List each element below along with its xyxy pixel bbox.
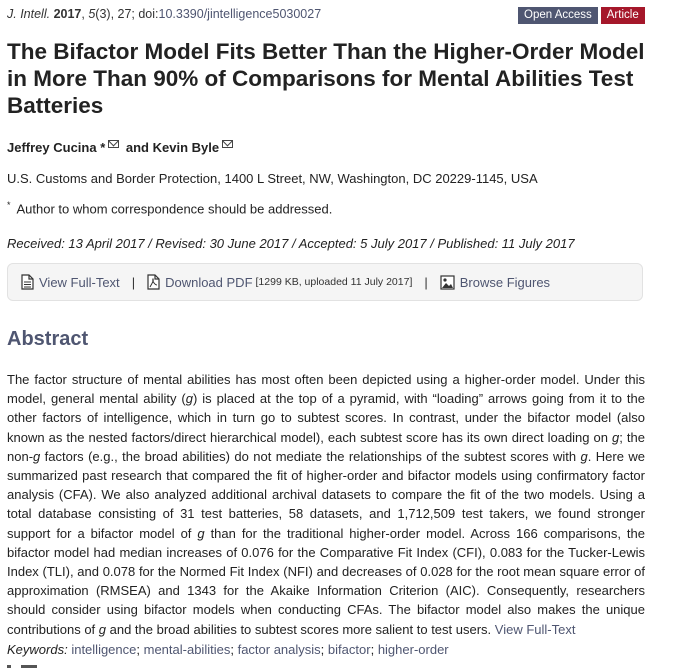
abstract-g-symbol: g — [612, 429, 620, 445]
abstract-g-symbol: g — [98, 621, 107, 637]
abstract-text — [7, 370, 645, 639]
abstract-heading: Abstract — [7, 328, 89, 350]
image-icon — [440, 275, 455, 290]
publication-year: 2017 — [53, 7, 82, 21]
abstract-segment: factors (e.g., the broad abilities) do not mediate the relationships of the subtest scores with — [40, 448, 581, 464]
article-toolbar — [7, 263, 643, 301]
abstract-segment: ) is placed at the top of a pyramid, with “loading” arrows going from it to the other factors of intelligence, which in turn go to subtest scores. In contrast, under the bifactor model (also known as the nested factors/direct hierarchical model), each subtest score has its own direct loading on — [7, 391, 646, 445]
abstract-g-symbol: g — [185, 391, 193, 407]
volume: 5 — [88, 7, 96, 21]
abstract-g-symbol: g — [197, 525, 205, 541]
doi-link[interactable]: 10.3390/jintelligence5030027 — [158, 7, 322, 21]
browse-figures-link[interactable]: Browse Figures — [459, 274, 551, 290]
abstract-segment: The factor structure of mental abilities has most often been depicted using a higher-order model. Under this model, general mental ability ( — [7, 372, 645, 407]
document-icon — [21, 274, 34, 290]
keyword-link[interactable]: factor analysis — [237, 642, 321, 657]
open-access-badge[interactable]: Open Access — [518, 7, 598, 24]
keyword-link[interactable]: mental-abilities — [143, 642, 231, 657]
keyword-separator: ; — [320, 642, 325, 657]
pdf-file-info: [1299 KB, uploaded 11 July 2017] — [255, 276, 413, 288]
keyword-separator: ; — [230, 642, 234, 657]
keyword-separator: ; — [370, 642, 375, 657]
citation-line — [7, 7, 321, 21]
truncated-content-fragment — [7, 665, 37, 668]
citation-rest: , 27; doi: — [110, 7, 159, 21]
abstract-segment: ; the non- — [7, 429, 645, 464]
toolbar-separator: | — [131, 274, 136, 290]
correspondence-note — [7, 200, 332, 216]
author-name[interactable]: Jeffrey Cucina * — [7, 140, 106, 155]
view-full-text-link[interactable]: View Full-Text — [39, 274, 120, 290]
publication-history: Received: 13 April 2017 / Revised: 30 June 2017 / Accepted: 5 July 2017 / Published: 11 July 2017 — [7, 236, 575, 251]
keyword-link[interactable]: higher-order — [377, 642, 449, 657]
affiliation: U.S. Customs and Border Protection, 1400 L Street, NW, Washington, DC 20229-1145, USA — [7, 171, 538, 186]
keywords-label: Keywords: — [7, 642, 68, 657]
keyword-separator: ; — [136, 642, 140, 657]
correspondence-mark: * — [7, 200, 11, 210]
journal-name: J. Intell. — [7, 7, 51, 21]
author-list — [7, 140, 236, 155]
article-title: The Bifactor Model Fits Better Than the Higher-Order Model in More Than 90% of Comparisons for Mental Abilities Test Batteries — [7, 39, 645, 118]
author-name[interactable]: Kevin Byle — [152, 140, 220, 155]
abstract-g-symbol: g — [580, 448, 588, 464]
article-type-badge: Article — [601, 7, 645, 24]
envelope-icon[interactable] — [108, 140, 119, 148]
download-pdf-link[interactable]: Download PDF — [165, 274, 253, 290]
toolbar-separator: | — [424, 274, 428, 290]
abstract-g-symbol: g — [33, 448, 41, 464]
author-joiner: and — [125, 140, 150, 155]
pdf-icon — [147, 274, 160, 290]
volume-separator: , — [81, 7, 89, 21]
abstract-segment: . Here we summarized past research that compared the fit of higher-order and bifactor models using confirmatory factor analysis (CFA). We also analyzed additional archival datasets to compare the fit of the two models. Using a total database consisting of 31 test batteries, 58 datasets, and 1,712,509 test takers, we found stronger support for a bifactor model of — [7, 448, 645, 541]
keywords-line — [7, 642, 449, 657]
badge-group — [518, 7, 645, 24]
issue: (3) — [95, 7, 111, 21]
correspondence-text: Author to whom correspondence should be addressed. — [16, 201, 333, 217]
abstract-segment: than for the traditional higher-order model. Across 166 comparisons, the bifactor model had median increases of 0.076 for the Comparative Fit Index (CFI), 0.083 for the Tucker-Lewis Index (TLI), and 0.078 for the Normed Fit Index (NFI) and decreases of 0.028 for the root mean square error of approximation (RMSEA) and 1343 for the Akaike Information Criterion (AIC). Consequently, researchers should consider using bifactor models when conducting CFAs. The bifactor model also makes the unique contributions of — [7, 525, 645, 637]
envelope-icon[interactable] — [222, 140, 233, 148]
keyword-link[interactable]: intelligence — [71, 642, 137, 657]
abstract-view-full-text-link[interactable]: View Full-Text — [494, 621, 576, 637]
keyword-link[interactable]: bifactor — [327, 642, 371, 657]
abstract-segment: and the broad abilities to subtest scores more salient to test users. — [106, 621, 492, 637]
